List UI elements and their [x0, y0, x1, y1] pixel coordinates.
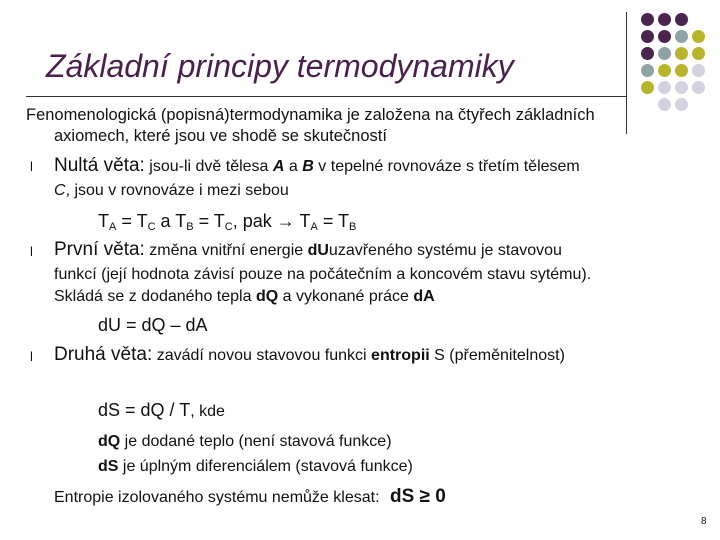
law1-heading: První věta:	[54, 239, 145, 260]
horizontal-divider	[26, 96, 626, 97]
dot	[675, 13, 688, 26]
formula-and: a	[160, 211, 171, 231]
bullet: l	[30, 159, 33, 174]
law0-line-2	[54, 183, 289, 199]
law1-text-a: změna vnitřní energie	[149, 242, 304, 259]
formula-t: T	[136, 211, 148, 231]
dot	[675, 81, 688, 94]
dot	[658, 30, 671, 43]
formula-sub: A	[310, 221, 318, 233]
formula-eq: =	[322, 211, 334, 231]
var-a: A	[272, 158, 285, 175]
formula-t: T	[98, 211, 109, 231]
vertical-divider	[626, 12, 627, 134]
law1-text-d: a vykonané práce	[282, 288, 409, 305]
dot	[675, 98, 688, 111]
law2-isolated-formula: dS ≥ 0	[389, 486, 446, 507]
arrow-icon: →	[276, 211, 295, 231]
dot	[675, 47, 688, 60]
dot	[658, 47, 671, 60]
dot	[658, 81, 671, 94]
law1-line-2: funkcí (její hodnota závisí pouze na počátečním a koncovém stavu sytému).	[54, 266, 592, 283]
law2-formula-line	[98, 401, 225, 420]
law2-ds-line	[98, 459, 413, 475]
formula-eq: =	[121, 211, 132, 231]
formula-t: T	[338, 211, 350, 231]
dot	[658, 98, 671, 111]
dot	[675, 30, 688, 43]
formula-eq: =	[198, 211, 210, 231]
var-da: dA	[413, 288, 435, 305]
law2-formula: dS = dQ / T	[98, 400, 191, 420]
law2-text-b: S (přeměnitelnost)	[434, 347, 565, 364]
law2-text-a: zavádí novou stavovou funkci	[156, 347, 367, 364]
law1-text-c: Skládá se z dodaného tepla	[54, 288, 252, 305]
formula-t: T	[175, 211, 187, 231]
dot	[675, 64, 688, 77]
var-c: C	[54, 182, 66, 199]
law1-line-3	[54, 289, 435, 305]
dot	[692, 30, 705, 43]
dot	[658, 64, 671, 77]
dot	[641, 81, 654, 94]
bullet: l	[30, 244, 33, 259]
dot	[641, 64, 654, 77]
law2-isolated-text: Entropie izolovaného systému nemůže klesat:	[54, 489, 380, 506]
dot	[641, 47, 654, 60]
law2-line-1	[54, 345, 565, 364]
law2-dq-desc: je dodané teplo (není stavová funkce)	[124, 433, 392, 450]
entropie-word: entropii	[371, 347, 430, 364]
law2-heading: Druhá věta:	[54, 344, 153, 365]
dot	[692, 64, 705, 77]
dot	[641, 13, 654, 26]
slide-title: Základní principy termodynamiky	[46, 48, 514, 84]
var-dq: dQ	[255, 288, 279, 305]
formula-t: T	[299, 211, 311, 231]
law2-dq-line	[98, 434, 392, 450]
intro-line-1: Fenomenologická (popisná)termodynamika je založena na čtyřech základních	[26, 106, 595, 124]
law2-isolated-line	[54, 487, 446, 506]
dot	[641, 30, 654, 43]
law0-formula	[98, 211, 357, 233]
formula-sub: C	[224, 221, 233, 233]
law0-line-1	[54, 156, 580, 175]
var-ds: dS	[98, 458, 119, 475]
law0-text-c: , jsou v rovnováze i mezi sebou	[65, 182, 289, 199]
law0-heading: Nultá věta:	[54, 155, 145, 176]
formula-then: , pak	[232, 211, 272, 231]
law1-formula: dU = dQ – dA	[98, 315, 208, 335]
formula-sub: B	[186, 221, 194, 233]
law2-ds-desc: je úplným diferenciálem (stavová funkce)	[122, 458, 413, 475]
var-du: dU	[307, 242, 329, 259]
law0-text-a: jsou-li dvě tělesa	[149, 158, 269, 175]
law1-text-b: uzavřeného systému je stavovou	[328, 242, 562, 259]
formula-sub: C	[147, 221, 156, 233]
formula-sub: A	[109, 221, 117, 233]
formula-sub: B	[349, 221, 357, 233]
page-number: 8	[701, 516, 707, 527]
intro-line-2: axiomech, které jsou ve shodě se skutečností	[54, 127, 387, 145]
dot	[692, 47, 705, 60]
dot	[692, 81, 705, 94]
law2-kde: , kde	[190, 403, 225, 420]
law0-text-b: v tepelné rovnováze s třetím tělesem	[318, 158, 580, 175]
var-b: B	[302, 158, 314, 175]
bullet: l	[30, 349, 33, 364]
formula-t: T	[213, 211, 225, 231]
law1-line-1	[54, 240, 562, 259]
law0-and: a	[288, 158, 298, 175]
dot	[658, 13, 671, 26]
var-dq: dQ	[98, 433, 121, 450]
